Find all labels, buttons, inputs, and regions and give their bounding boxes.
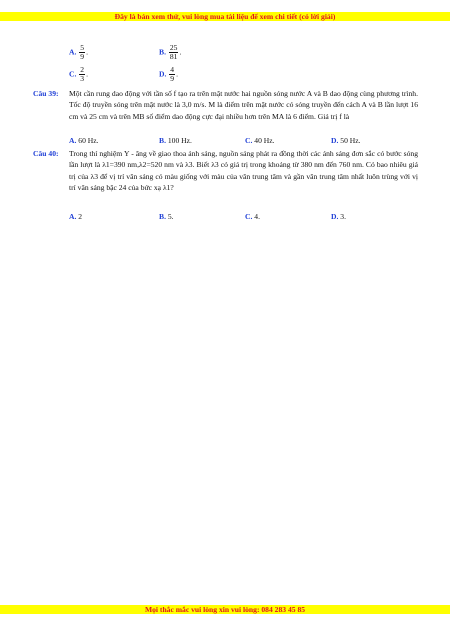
fraction: $\frac{2}{3}$ bbox=[80, 65, 85, 83]
question-number: Câu 39: bbox=[33, 89, 59, 98]
fraction: $\frac{5}{9}$ bbox=[80, 43, 85, 61]
header-notice: Đây là bản xem thử, vui lòng mua tài liệu để xem chi tiết (có lời giải) bbox=[0, 12, 450, 21]
option-d: D. $\frac{4}{9}$ . bbox=[159, 65, 178, 83]
answer-b: B. 100 Hz. bbox=[159, 136, 192, 145]
question-text: Trong thí nghiệm Y - âng về giao thoa ánh sáng, nguồn sáng phát ra đồng thời các ánh sáng đơn sắc có bước sóng lần lượt là λ1=390 nm,λ2=520 nm và λ3. Biết λ3 có giá trị trong khoảng từ 380 nm đến 760 nm. Có bao nhiêu giá trị của λ3 để vị trí vân sáng có màu giống với màu của vân trung tâm và gần vân trung tâm nhất luôn trùng với vị trí vân sáng bậc 24 của bức xạ λ1? bbox=[69, 149, 418, 192]
question-text: Một cần rung dao động với tần số f tạo ra trên mặt nước hai nguồn sóng nước A và B dao động cùng phương trình. Tốc độ truyền sóng trên mặt nước là 3,0 m/s. M là điểm trên mặt nước có sóng truyền đến cách A và B lần lượt 16 cm và 25 cm và trên MB số điểm dao động cực đại nhiều hơn trên MA là 6 điểm. Giá trị f là bbox=[69, 89, 418, 121]
answer-c: C. 4. bbox=[245, 212, 260, 221]
question-40 bbox=[33, 148, 418, 193]
answer-c: C. 40 Hz. bbox=[245, 136, 275, 145]
answer-b: B. 5. bbox=[159, 212, 174, 221]
answer-d: D. 50 Hz. bbox=[331, 136, 361, 145]
footer-contact: Mọi thắc mắc vui lòng xin vui lòng: 084 283 45 85 bbox=[0, 605, 450, 614]
option-b: B. $\frac{25}{81}$ . bbox=[159, 43, 182, 61]
answer-a: A. 2 bbox=[69, 212, 83, 221]
question-number: Câu 40: bbox=[33, 149, 59, 158]
answer-a: A. 60 Hz. bbox=[69, 136, 99, 145]
fraction: $\frac{25}{81}$ bbox=[169, 43, 178, 61]
question-39 bbox=[33, 88, 418, 122]
fraction: $\frac{4}{9}$ bbox=[170, 65, 175, 83]
answer-d: D. 3. bbox=[331, 212, 346, 221]
option-a: A. $\frac{5}{9}$ . bbox=[69, 43, 88, 61]
option-c: C. $\frac{2}{3}$ . bbox=[69, 65, 88, 83]
